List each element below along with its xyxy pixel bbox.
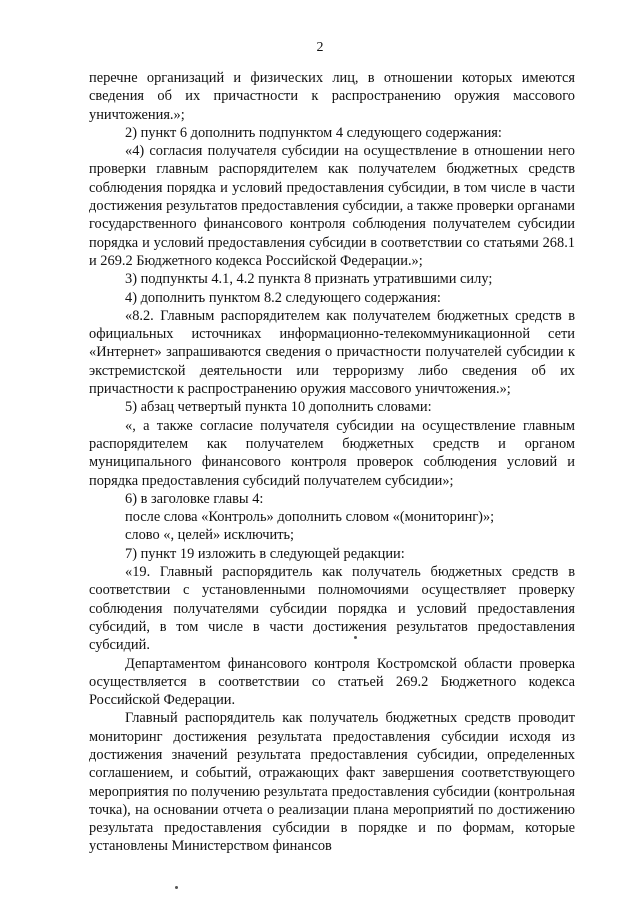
paragraph-quote-8-2: «8.2. Главным распорядителем как получателем бюджетных средств в официальных источниках информационно-телекоммуникационной сети «Интернет» запрашиваются сведения о причастности получателей субсидии к экстремистской деятельности или терроризму либо сведения об их причастности к распространению оружия массового уничтожения.»; xyxy=(89,307,575,398)
paragraph-item-6-b: слово «, целей» исключить; xyxy=(125,527,295,544)
paragraph-continuation: перечне организаций и физических лиц, в отношении которых имеются сведения об их причастности к распространению оружия массового уничтожения.»; xyxy=(89,70,575,123)
paragraph-item-3: 3) подпункты 4.1, 4.2 пункта 8 признать утратившими силу; xyxy=(125,271,493,288)
scan-speck xyxy=(175,886,178,889)
paragraph-monitoring: Главный распорядитель как получатель бюджетных средств проводит мониторинг достижения результата предоставления субсидии исходя из достижения значений результата предоставления субсидии, определенных соглашением, и событий, отражающих факт завершения соответствующего мероприятия по получению результата предоставления субсидии (контрольная точка), на основании отчета о реализации плана мероприятий по достижению результата предоставления субсидии в порядке и по формам, которые установлены Министерством финансов xyxy=(89,710,575,855)
paragraph-quote-19: «19. Главный распорядитель как получатель бюджетных средств в соответствии с установленными полномочиями осуществляет проверку соблюдения получателями субсидии порядка и условий предоставления субсидий, в том числе в части достижения результатов предоставления субсидий. xyxy=(89,564,575,654)
paragraph-item-5: 5) абзац четвертый пункта 10 дополнить словами: xyxy=(125,399,432,416)
scan-speck xyxy=(354,636,357,639)
paragraph-quote-item-5: «, а также согласие получателя субсидии на осуществление главным распорядителем как получателем бюджетных средств и органом муниципального финансового контроля проверок соблюдения условий и порядка предоставления субсидий получателем субсидии»; xyxy=(89,417,575,489)
paragraph-item-2: 2) пункт 6 дополнить подпунктом 4 следующего содержания: xyxy=(125,124,502,141)
paragraph-item-6-a: после слова «Контроль» дополнить словом «(мониторинг)»; xyxy=(125,509,495,526)
paragraph-department: Департаментом финансового контроля Костромской области проверка осуществляется в соответствии со статьей 269.2 Бюджетного кодекса Российской Федерации. xyxy=(89,655,575,709)
page-number: 2 xyxy=(316,40,324,55)
paragraph-item-4: 4) дополнить пунктом 8.2 следующего содержания: xyxy=(125,289,441,306)
document-body xyxy=(89,69,575,856)
paragraph-item-6: 6) в заголовке главы 4: xyxy=(125,490,264,507)
paragraph-item-7: 7) пункт 19 изложить в следующей редакции: xyxy=(125,545,405,562)
paragraph-quote-subitem-4: «4) согласия получателя субсидии на осуществление в отношении него проверки главным распорядителем как получателем бюджетных средств соблюдения порядка и условий предоставления субсидии, в том числе в части достижения результатов предоставления субсидии, а также проверки органами государственного финансового контроля соблюдения получателем субсидии порядка и условий предоставления субсидии в соответствии со статьями 268.1 и 269.2 Бюджетного кодекса Российской Федерации.»; xyxy=(89,143,575,269)
